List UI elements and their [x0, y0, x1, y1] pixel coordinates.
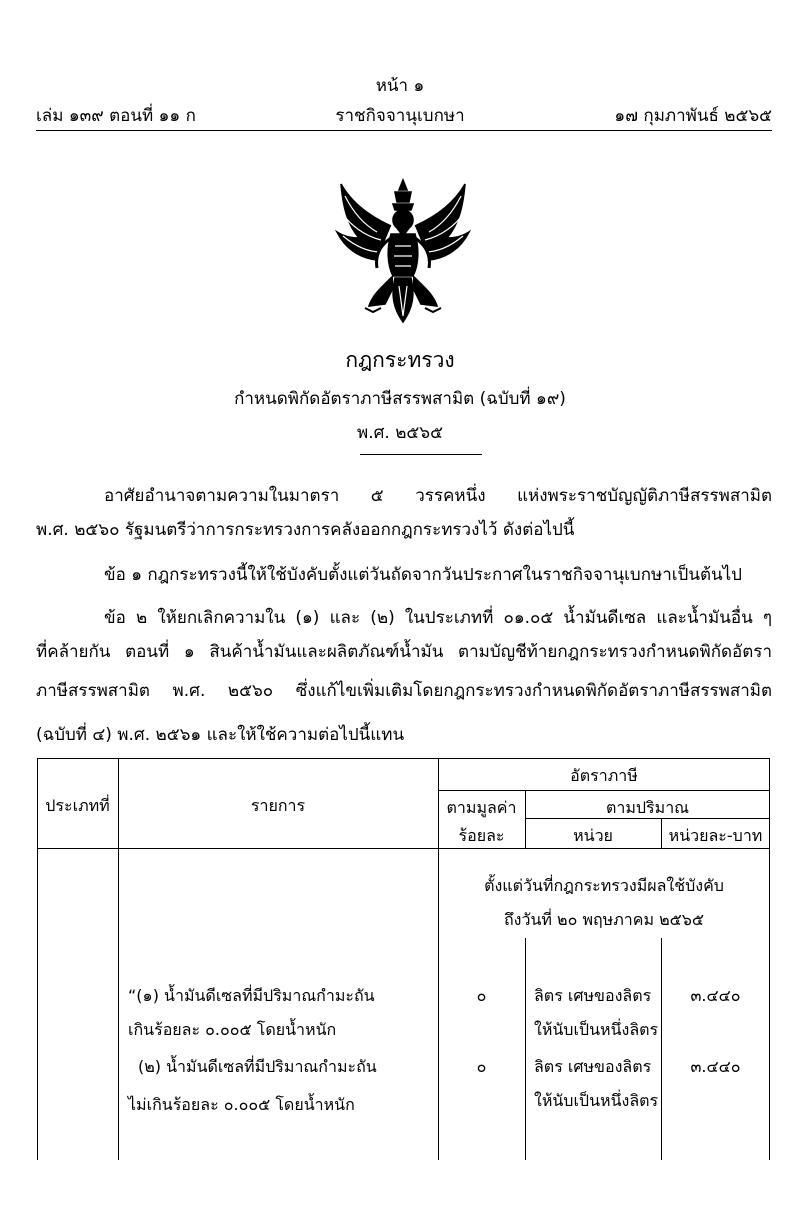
document-title: กฎกระทรวง	[345, 348, 455, 372]
header-by-value: ตามมูลค่า	[446, 798, 517, 817]
header-category: ประเภทที่	[45, 796, 110, 815]
table-rule	[661, 938, 662, 1160]
preamble-line-2: พ.ศ. ๒๕๖๐ รัฐมนตรีว่าการกระทรวงการคลังออกกฎกระทรวงไว้ ดังต่อไปนี้	[36, 520, 575, 540]
page-number: หน้า ๑	[375, 76, 425, 96]
header-rule	[36, 130, 772, 131]
clause-1: ข้อ ๑ กฎกระทรวงนี้ให้ใช้บังคับตั้งแต่วันถัดจากวันประกาศในราชกิจจานุเบกษาเป็นต้นไป	[104, 565, 742, 585]
preamble-line-1: อาศัยอำนาจตามความในมาตรา ๕ วรรคหนึ่ง แห่งพระราชบัญญัติภาษีสรรพสามิต	[104, 486, 772, 506]
row-1-baht: ๓.๔๔๐	[690, 986, 741, 1005]
publication-date: ๑๗ กุมภาพันธ์ ๒๕๖๕	[614, 106, 772, 126]
document-subtitle: กำหนดพิกัดอัตราภาษีสรรพสามิต (ฉบับที่ ๑๙)	[234, 389, 566, 409]
clause-2-line-3: ภาษีสรรพสามิต พ.ศ. ๒๕๖๐ ซึ่งแก้ไขเพิ่มเติมโดยกฎกระทรวงกำหนดพิกัดอัตราภาษีสรรพสามิต	[36, 681, 772, 701]
row-2-unit-line-1: ลิตร เศษของลิตร	[534, 1057, 652, 1076]
row-1-item-line-2: เกินร้อยละ ๐.๐๐๕ โดยน้ำหนัก	[128, 1020, 337, 1039]
clause-2-line-2: ที่คล้ายกัน ตอนที่ ๑ สินค้าน้ำมันและผลิตภัณฑ์น้ำมัน ตามบัญชีท้ายกฎกระทรวงกำหนดพิกัดอัตรา	[36, 642, 772, 662]
row-1-unit-line-2: ให้นับเป็นหนึ่งลิตร	[534, 1020, 659, 1039]
table-rule	[37, 758, 770, 759]
row-2-baht: ๓.๔๔๐	[690, 1057, 741, 1076]
clause-2-line-4: (ฉบับที่ ๔) พ.ศ. ๒๕๖๑ และให้ใช้ความต่อไปนี้แทน	[36, 725, 405, 745]
header-by-quantity: ตามปริมาณ	[605, 798, 690, 817]
table-rule	[525, 938, 526, 1160]
document-year: พ.ศ. ๒๕๖๕	[357, 423, 443, 443]
header-baht-per-unit: หน่วยละ-บาท	[668, 826, 763, 845]
row-1-percent: ๐	[476, 986, 487, 1005]
row-2-item-line-1: (๒) น้ำมันดีเซลที่มีปริมาณกำมะถัน	[138, 1057, 377, 1076]
table-rule	[438, 790, 770, 791]
publication-name: ราชกิจจานุเบกษา	[335, 106, 465, 126]
header-unit: หน่วย	[573, 826, 613, 845]
row-1-unit-line-1: ลิตร เศษของลิตร	[534, 986, 652, 1005]
header-percent: ร้อยละ	[458, 826, 505, 845]
clause-2-line-1: ข้อ ๒ ให้ยกเลิกความใน (๑) และ (๒) ในประเภทที่ ๐๑.๐๕ น้ำมันดีเซล และน้ำมันอื่น ๆ	[104, 608, 772, 628]
volume-issue: เล่ม ๑๓๙ ตอนที่ ๑๑ ก	[36, 106, 196, 126]
effective-period-line-1: ตั้งแต่วันที่กฎกระทรวงมีผลใช้บังคับ	[484, 876, 724, 895]
header-item: รายการ	[250, 796, 306, 815]
garuda-emblem-icon	[329, 176, 477, 326]
title-underline	[360, 454, 482, 455]
row-2-unit-line-2: ให้นับเป็นหนึ่งลิตร	[534, 1091, 659, 1110]
header-tax-rate: อัตราภาษี	[570, 766, 638, 785]
row-2-percent: ๐	[476, 1057, 487, 1076]
row-2-item-line-2: ไม่เกินร้อยละ ๐.๐๐๕ โดยน้ำหนัก	[128, 1095, 355, 1114]
row-1-item-line-1: “(๑) น้ำมันดีเซลที่มีปริมาณกำมะถัน	[128, 986, 375, 1005]
tax-rate-table	[37, 758, 770, 1160]
effective-period-line-2: ถึงวันที่ ๒๐ พฤษภาคม ๒๕๖๕	[503, 910, 705, 929]
